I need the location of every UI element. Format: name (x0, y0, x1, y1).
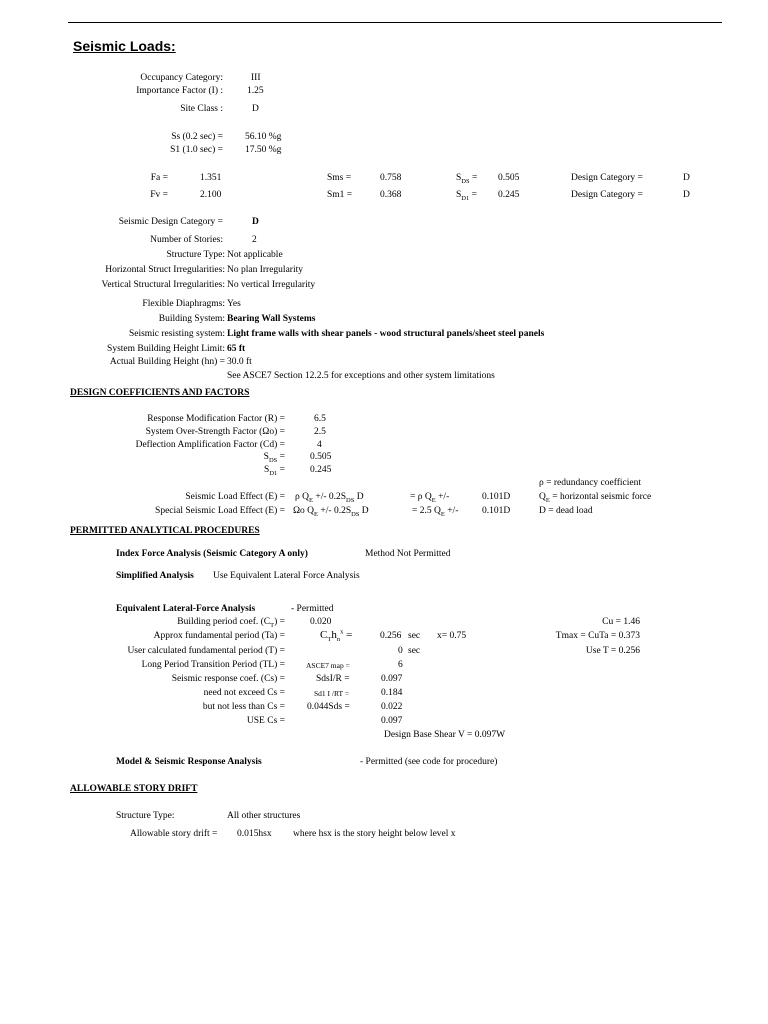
ta-value: 0.256 (380, 631, 402, 641)
ct-label: Building period coef. $(C_T)$ = (177, 617, 285, 629)
dc-sd1-value: 0.245 (310, 465, 332, 475)
height-limit-label: System Building Height Limit: (107, 344, 225, 354)
cs-min-formula: 0.044Sds = (307, 702, 350, 712)
design-category-value-1: D (683, 173, 690, 183)
use-t-value: Use T = 0.256 (585, 646, 640, 656)
importance-label: Importance Factor (I) : (136, 86, 223, 96)
index-force-value: Method Not Permitted (365, 549, 451, 559)
sms-value: 0.758 (380, 173, 402, 183)
sm1-value: 0.368 (380, 190, 402, 200)
msra-label: Model & Seismic Response Analysis (116, 757, 262, 767)
special-seismic-load-effect-formula: Ωo $Q_E$ +/- $0.2S_{DS}$ D (293, 506, 369, 518)
building-system-label: Building System: (158, 314, 225, 324)
cs-label: Seismic response coef. (Cs) = (171, 674, 285, 684)
cs-max-formula: Sd1 I /RT = (314, 689, 350, 698)
structure-type-value: Not applicable (227, 250, 283, 260)
cs-max-label: need not exceed Cs = (203, 688, 285, 698)
seismic-load-effect-equals: = ρ $Q_E$ +/- (410, 492, 450, 504)
tl-value: 6 (398, 660, 403, 670)
site-class-value: D (252, 104, 259, 114)
horizontal-irregularity-value: No plan Irregularity (227, 265, 303, 275)
sdc-value: D (252, 217, 259, 227)
seismic-resisting-system-label: Seismic resisting system: (128, 329, 225, 339)
horizontal-irregularity-label: Horizontal Struct Irregularities: (105, 265, 225, 275)
tmax-value: Tmax = CuTa = 0.373 (555, 631, 640, 641)
see-asce7-note: See ASCE7 Section 12.2.5 for exceptions and other system limitations (227, 371, 495, 381)
special-seismic-load-effect-label: Special Seismic Load Effect (E) = (155, 506, 285, 516)
stories-value: 2 (252, 235, 257, 245)
use-cs-label: USE Cs = (246, 716, 285, 726)
simplified-analysis-value: Use Equivalent Lateral Force Analysis (213, 571, 360, 581)
ct-value: 0.020 (310, 617, 332, 627)
msra-value: - Permitted (see code for procedure) (360, 757, 498, 767)
vertical-irregularity-value: No vertical Irregularity (227, 280, 316, 290)
fv-label: Fv = (150, 190, 168, 200)
sm1-label: Sm1 = (327, 190, 353, 200)
drift-heading: ALLOWABLE STORY DRIFT (70, 784, 198, 794)
tl-label: Long Period Transition Period (TL) = (141, 660, 285, 670)
r-factor-value: 6.5 (314, 414, 326, 424)
cd-label: Deflection Amplification Factor (Cd) = (135, 440, 285, 450)
height-limit-value: 65 ft (227, 344, 246, 354)
building-system-value: Bearing Wall Systems (227, 314, 316, 324)
design-category-label-1: Design Category = (571, 173, 643, 183)
s1-value: 17.50 %g (245, 145, 282, 155)
occupancy-label: Occupancy Category: (140, 73, 223, 83)
ta-label: Approx fundamental period (Ta) = (153, 631, 285, 641)
ta-unit: sec (408, 631, 421, 641)
omega-value: 2.5 (314, 427, 326, 437)
fa-value: 1.351 (200, 173, 222, 183)
actual-height-value: 30.0 ft (227, 357, 252, 367)
dc-sds-label: $S_{DS}$ = (263, 452, 285, 464)
cs-formula: SdsI/R = (316, 674, 350, 684)
structure-type-label: Structure Type: (166, 250, 225, 260)
stories-label: Number of Stories: (150, 235, 223, 245)
allowable-drift-value: 0.015hsx (237, 829, 272, 839)
t-user-unit: sec (408, 646, 421, 656)
dc-sds-value: 0.505 (310, 452, 332, 462)
top-rule (68, 22, 722, 23)
sd1-value: 0.245 (498, 190, 520, 200)
r-factor-label: Response Modification Factor (R) = (147, 414, 285, 424)
cs-min-label: but not less than Cs = (202, 702, 285, 712)
elf-value: - Permitted (291, 604, 334, 614)
sds-label: $S_{DS}$ = (456, 173, 478, 185)
cs-min-value: 0.022 (381, 702, 403, 712)
rho-note: ρ = redundancy coefficient (539, 478, 641, 488)
simplified-analysis-label: Simplified Analysis (116, 571, 194, 581)
design-coefficients-heading: DESIGN COEFFICIENTS AND FACTORS (70, 388, 250, 398)
elf-label: Equivalent Lateral-Force Analysis (116, 604, 256, 614)
design-category-label-2: Design Category = (571, 190, 643, 200)
cs-value: 0.097 (381, 674, 403, 684)
t-user-value: 0 (398, 646, 403, 656)
special-seismic-load-effect-equals: = 2.5 $Q_E$ +/- (412, 506, 459, 518)
tl-source: ASCE7 map = (306, 661, 350, 670)
actual-height-label: Actual Building Height (hn) = (109, 357, 225, 367)
flexible-diaphragms-value: Yes (227, 299, 241, 309)
cu-value: Cu = 1.46 (602, 617, 640, 627)
use-cs-value: 0.097 (381, 716, 403, 726)
sd1-label: $S_{D1}$ = (456, 190, 477, 202)
seismic-load-effect-value: 0.101D (482, 492, 511, 502)
cs-max-value: 0.184 (381, 688, 403, 698)
sdc-label: Seismic Design Category = (118, 217, 223, 227)
allowable-drift-label: Allowable story drift = (130, 829, 218, 839)
occupancy-value: III (251, 73, 261, 83)
ta-formula: $C_Th_n^x$ = (320, 628, 353, 644)
drift-structure-type-value: All other structures (227, 811, 301, 821)
drift-structure-type-label: Structure Type: (116, 811, 175, 821)
seismic-load-effect-label: Seismic Load Effect (E) = (185, 492, 285, 502)
s1-label: S1 (1.0 sec) = (170, 145, 223, 155)
index-force-label: Index Force Analysis (Seismic Category A only) (116, 549, 308, 559)
procedures-heading: PERMITTED ANALYTICAL PROCEDURES (70, 526, 260, 536)
page-title: Seismic Loads: (73, 38, 176, 54)
importance-value: 1.25 (247, 86, 264, 96)
special-seismic-load-effect-value: 0.101D (482, 506, 511, 516)
omega-label: System Over-Strength Factor (Ωo) = (145, 427, 285, 437)
flexible-diaphragms-label: Flexible Diaphragms: (142, 299, 225, 309)
x-exponent: x= 0.75 (437, 631, 467, 641)
design-base-shear: Design Base Shear V = 0.097W (384, 730, 506, 740)
cd-value: 4 (317, 440, 322, 450)
fv-value: 2.100 (200, 190, 222, 200)
ss-label: Ss (0.2 sec) = (171, 132, 223, 142)
site-class-label: Site Class : (180, 104, 223, 114)
sms-label: Sms = (327, 173, 352, 183)
t-user-label: User calculated fundamental period (T) = (127, 646, 285, 656)
seismic-resisting-system-value: Light frame walls with shear panels - wood structural panels/sheet steel panels (227, 329, 545, 339)
ss-value: 56.10 %g (245, 132, 282, 142)
design-category-value-2: D (683, 190, 690, 200)
qe-note: $Q_E$ = horizontal seismic force (539, 492, 652, 504)
seismic-load-effect-formula: ρ $Q_E$ +/- $0.2S_{DS}$ D (295, 492, 364, 504)
sds-value: 0.505 (498, 173, 520, 183)
fa-label: Fa = (150, 173, 168, 183)
d-note: D = dead load (539, 506, 593, 516)
allowable-drift-note: where hsx is the story height below level x (293, 829, 456, 839)
vertical-irregularity-label: Vertical Structural Irregularities: (101, 280, 225, 290)
dc-sd1-label: $S_{D1}$ = (264, 465, 285, 477)
